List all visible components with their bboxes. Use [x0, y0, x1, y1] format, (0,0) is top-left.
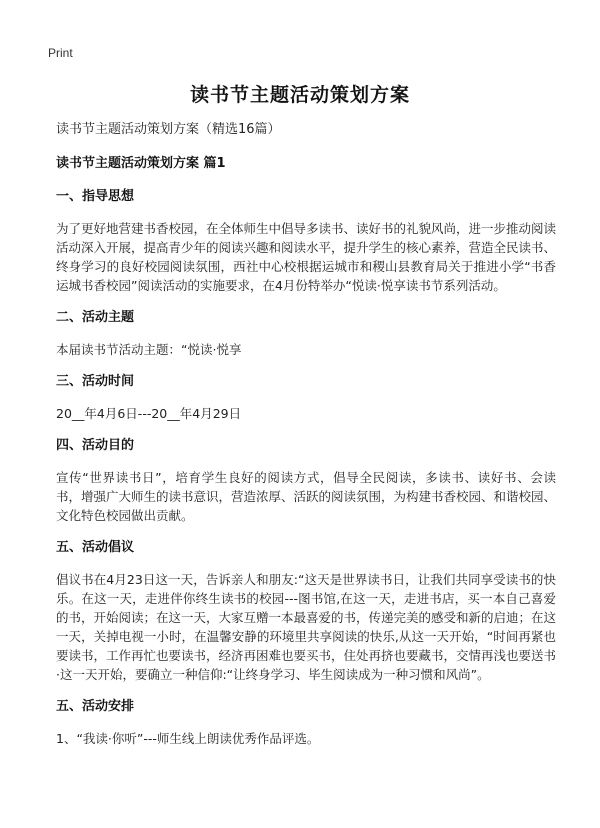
section-guiding-ideology — [56, 187, 556, 295]
section-activity-theme — [56, 308, 556, 359]
section-heading: 五、活动安排 — [56, 699, 135, 714]
section-paragraph: 倡议书在4月23日这一天，告诉亲人和朋友:“这天是世界读书日，让我们共同享受读书的快乐。在这一天，走进伴你终生读书的校园---图书馆,在这一天，走进书店，买一本自己喜爱的书，开始阅读；在这一天，大家互赠一本最喜爱的书，传递完美的感受和新的启迪；在这一天，关掉电视一小时，在温馨安静的环境里共享阅读的快乐,从这一天开始，“时间再紧也要读书，工作再忙也要读书，经济再困难也要买书，住处再挤也要藏书，交情再浅也要送书·这一天开始，要确立一种信仰:“让终身学习、毕生阅读成为一种习惯和风尚”。 — [56, 572, 557, 682]
print-label[interactable]: Print — [48, 46, 73, 60]
section-paragraph: 为了更好地营建书香校园，在全体师生中倡导多读书、读好书的礼貌风尚，进一步推动阅读活动深入开展，提高青少年的阅读兴趣和阅读水平，提升学生的核心素养，营造全民读书、终身学习的良好校园阅读氛围，西社中心校根据运城市和稷山县教育局关于推进小学“书香运城书香校园”阅读活动的实施要求，在4月份特举办“悦读·悦享读书节系列活动。 — [56, 221, 557, 293]
document-body — [56, 120, 556, 761]
section-heading: 四、活动目的 — [56, 438, 135, 453]
section-paragraph: 1、“我读·你听”---师生线上朗读优秀作品评选。 — [56, 731, 320, 746]
section-activity-time — [56, 372, 556, 423]
section-activity-proposal — [56, 538, 556, 684]
section-paragraph: 宣传“世界读书日”，培育学生良好的阅读方式，倡导全民阅读，多读书、读好书、会读书，增强广大师生的读书意识，营造浓厚、活跃的阅读氛围，为构建书香校园、和谐校园、文化特色校园做出贡献。 — [56, 470, 557, 523]
document-subtitle: 读书节主题活动策划方案（精选16篇） — [56, 122, 281, 137]
section-heading: 一、指导思想 — [56, 189, 135, 204]
section-heading: 五、活动倡议 — [56, 540, 135, 555]
section-paragraph: 20__年4月6日---20__年4月29日 — [56, 406, 242, 421]
section-heading: 二、活动主题 — [56, 310, 135, 325]
document-title: 读书节主题活动策划方案 — [189, 84, 410, 106]
section-heading: 三、活动时间 — [56, 374, 135, 389]
section-activity-arrangement — [56, 697, 556, 748]
section-paragraph: 本届读书节活动主题：“悦读·悦享 — [56, 342, 242, 357]
part-title: 读书节主题活动策划方案 篇1 — [56, 156, 226, 171]
section-activity-purpose — [56, 436, 556, 525]
